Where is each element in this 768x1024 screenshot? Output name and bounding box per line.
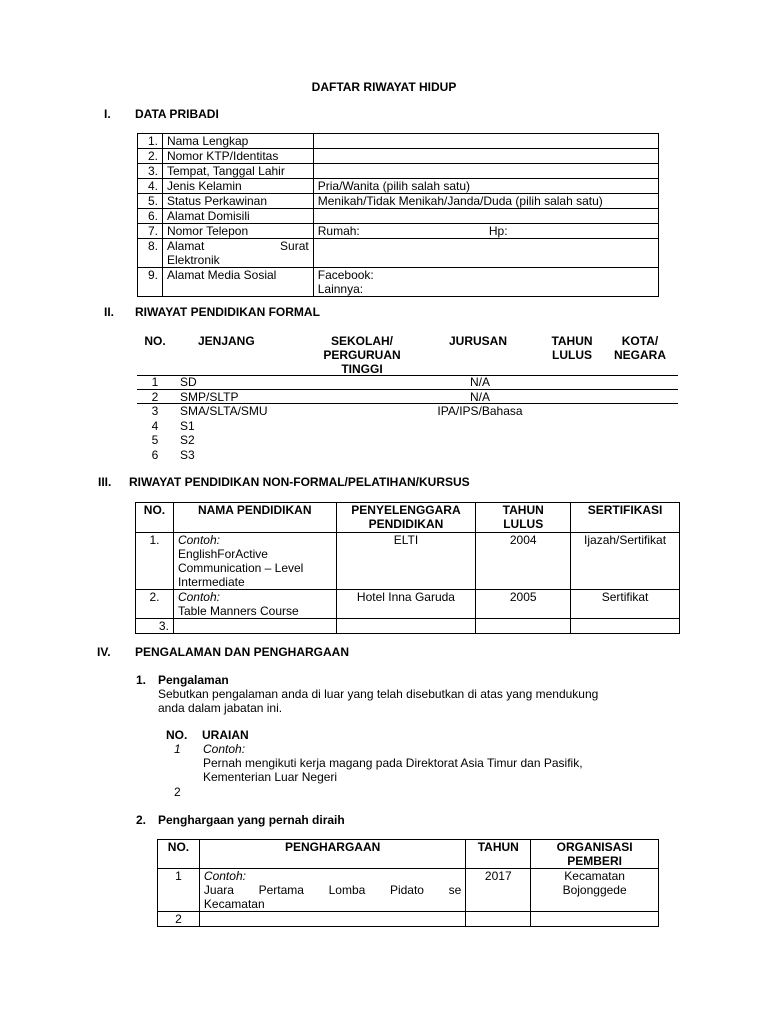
table-header-row (136, 503, 680, 533)
field-label: Alamat Media Sosial (162, 268, 313, 297)
header-line: PEMBERI (567, 854, 622, 868)
table-row (138, 194, 659, 209)
section-3-heading: RIWAYAT PENDIDIKAN NON-FORMAL/PELATIHAN/KURSUS (129, 475, 470, 489)
section-2-heading: RIWAYAT PENDIDIKAN FORMAL (135, 305, 320, 319)
course-certificate (571, 619, 680, 634)
field-value (313, 149, 658, 164)
table-row (138, 209, 659, 224)
experience-header-uraian: URAIAN (202, 728, 249, 742)
education-major: N/A (469, 389, 490, 404)
row-number: 1 (151, 375, 159, 389)
row-number: 9. (138, 268, 163, 297)
row-number: 6. (138, 209, 163, 224)
description-line: Sebutkan pengalaman anda di luar yang telah disebutkan di atas yang mendukung (158, 687, 599, 701)
award-organization (531, 912, 659, 927)
row-number: 3. (138, 164, 163, 179)
subsection-2-number: 2. (136, 813, 147, 827)
field-value: Pria/Wanita (pilih salah satu) (313, 179, 658, 194)
awards-table (157, 839, 659, 927)
table-row (138, 149, 659, 164)
course-name (173, 533, 336, 590)
award-year (466, 912, 531, 927)
table-row (138, 179, 659, 194)
experience-row-number: 2 (174, 785, 181, 799)
course-certificate: Sertifikat (571, 590, 680, 619)
course-name-line: Intermediate (177, 575, 245, 589)
award-word: Pidato (389, 883, 424, 897)
field-value (313, 164, 658, 179)
row-number: 1 (158, 869, 200, 912)
education-level: SMA/SLTA/SMU (180, 404, 268, 418)
example-label: Contoh: (203, 869, 246, 883)
course-name-line: Communication – Level (177, 561, 304, 575)
education-level: S1 (180, 418, 195, 433)
subsection-1-number: 1. (136, 673, 147, 687)
table-row (138, 239, 659, 268)
award-word: Pertama (258, 883, 304, 897)
course-year: 2005 (476, 590, 571, 619)
header-sertifikasi: SERTIFIKASI (571, 503, 680, 533)
row-number: 1. (138, 134, 163, 149)
row-number: 2. (136, 590, 174, 619)
field-value (313, 268, 658, 297)
education-major (290, 433, 670, 448)
header-line: LULUS (503, 517, 544, 531)
field-value (313, 239, 658, 268)
header-line: TINGGI (341, 362, 383, 376)
row-number: 3 (151, 404, 159, 418)
description-line: anda dalam jabatan ini. (158, 701, 283, 715)
header-nama: NAMA PENDIDIKAN (173, 503, 336, 533)
field-label: Nomor KTP/Identitas (162, 149, 313, 164)
personal-data-table (137, 133, 659, 297)
document-title: DAFTAR RIWAYAT HIDUP (311, 80, 457, 94)
course-certificate: Ijazah/Sertifikat (571, 533, 680, 590)
formal-education-list (137, 375, 678, 462)
course-name-line: Table Manners Course (177, 604, 299, 618)
row-number: 1. (136, 533, 174, 590)
table-row (158, 912, 659, 927)
section-1-number: I. (104, 107, 111, 121)
header-organisasi (531, 840, 659, 869)
other-social-label: Lainnya: (317, 282, 364, 296)
facebook-label: Facebook: (317, 268, 374, 282)
section-2-number: II. (104, 305, 115, 319)
course-year (476, 619, 571, 634)
award-organization (531, 869, 659, 912)
field-label-part: Elektronik (166, 253, 220, 267)
award-word: Lomba (328, 883, 366, 897)
example-label: Contoh: (177, 590, 220, 604)
field-value-home: Rumah: (313, 224, 485, 239)
table-row (138, 134, 659, 149)
award-line: Kecamatan (203, 897, 265, 911)
list-item (137, 419, 678, 434)
table-row (138, 164, 659, 179)
education-level: SD (180, 375, 197, 389)
header-line: PENDIDIKAN (368, 517, 444, 531)
row-number: 4 (151, 418, 159, 433)
field-value (313, 209, 658, 224)
example-label: Contoh: (177, 533, 220, 547)
award-name (199, 912, 465, 927)
subsection-2-title: Penghargaan yang pernah diraih (158, 813, 345, 827)
section-4-heading: PENGALAMAN DAN PENGHARGAAN (135, 645, 350, 659)
header-line: SEKOLAH/ (330, 334, 393, 348)
education-major: IPA/IPS/Bahasa (437, 404, 523, 418)
award-word: se (448, 883, 462, 897)
subsection-1-title: Pengalaman (158, 673, 229, 687)
example-label: Contoh: (203, 742, 246, 756)
field-label-part: Alamat (166, 239, 205, 253)
list-item (137, 433, 678, 448)
header-no: NO. (136, 503, 174, 533)
row-number: 2. (138, 149, 163, 164)
education-major (290, 448, 670, 463)
list-item (137, 448, 678, 463)
award-year: 2017 (466, 869, 531, 912)
field-value: Menikah/Tidak Menikah/Janda/Duda (pilih salah satu) (313, 194, 658, 209)
award-name (199, 869, 465, 912)
header-sekolah (302, 334, 422, 376)
table-row (138, 224, 659, 239)
subsection-1-description (158, 687, 598, 715)
row-number: 6 (151, 447, 159, 462)
course-name (173, 619, 336, 634)
row-number: 4. (138, 179, 163, 194)
header-line: TAHUN (551, 334, 593, 348)
header-no: NO. (158, 840, 200, 869)
header-tahun (476, 503, 571, 533)
table-row (158, 869, 659, 912)
header-penyelenggara (336, 503, 476, 533)
list-item (137, 375, 678, 390)
field-value (313, 134, 658, 149)
row-number: 2 (151, 389, 159, 404)
header-line: ORGANISASI (556, 840, 633, 854)
org-line: Bojonggede (562, 883, 627, 897)
award-word: Juara (203, 883, 234, 897)
header-line: PENYELENGGARA (351, 503, 461, 517)
table-row (136, 619, 680, 634)
course-name-line: EnglishForActive (177, 547, 268, 561)
header-line: PERGURUAN (323, 348, 401, 362)
row-number: 5. (138, 194, 163, 209)
non-formal-education-table (135, 502, 680, 634)
field-label: Jenis Kelamin (162, 179, 313, 194)
row-number: 2 (158, 912, 200, 927)
education-level: SMP/SLTP (180, 389, 239, 404)
row-number: 5 (151, 433, 159, 447)
list-item (137, 404, 678, 419)
table-row (136, 533, 680, 590)
table-row (136, 590, 680, 619)
header-penghargaan: PENGHARGAAN (199, 840, 465, 869)
field-label: Alamat Domisili (162, 209, 313, 224)
education-level: S3 (180, 447, 195, 462)
list-item (137, 390, 678, 405)
course-organizer (336, 619, 476, 634)
field-value-mobile: Hp: (485, 224, 659, 239)
section-1-heading: DATA PRIBADI (135, 107, 219, 121)
experience-line: Pernah mengikuti kerja magang pada Direktorat Asia Timur dan Pasifik, (203, 756, 583, 770)
table-row (138, 268, 659, 297)
experience-header-no: NO. (166, 728, 188, 742)
experience-line: Kementerian Luar Negeri (203, 770, 338, 784)
section-4-number: IV. (97, 645, 111, 659)
section-3-number: III. (98, 475, 112, 489)
experience-row-number: 1 (174, 742, 181, 756)
row-number: 7. (138, 224, 163, 239)
org-line: Kecamatan (564, 869, 625, 883)
header-tahun (540, 334, 604, 362)
header-jenjang: JENJANG (198, 334, 255, 348)
header-kota (608, 334, 672, 362)
field-label: Status Perkawinan (162, 194, 313, 209)
field-label (162, 239, 313, 268)
header-line: KOTA/ (621, 334, 659, 348)
header-jurusan: JURUSAN (449, 334, 508, 348)
education-major: N/A (469, 375, 490, 389)
field-label: Tempat, Tanggal Lahir (162, 164, 313, 179)
header-line: NEGARA (613, 348, 666, 362)
field-label: Nomor Telepon (162, 224, 313, 239)
course-organizer: ELTI (336, 533, 476, 590)
course-year: 2004 (476, 533, 571, 590)
course-organizer: Hotel Inna Garuda (336, 590, 476, 619)
header-no: NO. (144, 334, 166, 348)
experience-row-text (203, 742, 583, 784)
education-level: S2 (180, 433, 195, 447)
course-name (173, 590, 336, 619)
field-label: Nama Lengkap (162, 134, 313, 149)
header-line: LULUS (552, 348, 592, 362)
award-line (204, 883, 461, 897)
field-label-part: Surat (280, 239, 309, 253)
table-header-row (158, 840, 659, 869)
header-tahun: TAHUN (466, 840, 531, 869)
row-number: 8. (138, 239, 163, 268)
education-major (290, 419, 670, 434)
header-line: TAHUN (502, 503, 544, 517)
row-number: 3. (136, 619, 174, 634)
